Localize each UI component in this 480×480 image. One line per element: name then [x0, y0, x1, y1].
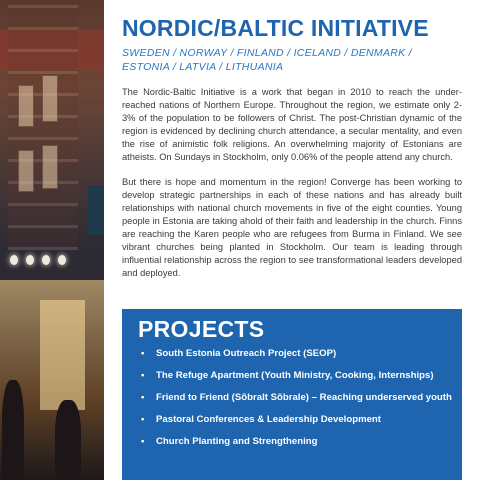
country-list	[122, 46, 462, 74]
country-list-line-1: SWEDEN / NORWAY / FINLAND / ICELAND / DENMARK /	[122, 47, 412, 59]
bullet-icon: •	[141, 392, 145, 403]
page-title: NORDIC/BALTIC INITIATIVE	[122, 15, 429, 41]
country-list-line-2: ESTONIA / LATVIA / LITHUANIA	[122, 61, 284, 73]
projects-heading: PROJECTS	[138, 316, 265, 342]
photo-person	[55, 400, 81, 480]
project-name: Church Planting and Strengthening	[156, 436, 318, 447]
photo-window	[18, 150, 34, 192]
project-name: The Refuge Apartment (Youth Ministry, Cooking, Internships)	[156, 370, 434, 381]
projects-panel	[122, 309, 462, 480]
street-photo	[0, 0, 104, 480]
photo-window	[42, 75, 58, 122]
photo-window	[42, 145, 58, 189]
projects-list	[136, 347, 456, 457]
photo-person	[2, 380, 24, 480]
list-item	[136, 391, 456, 404]
bullet-icon: •	[141, 436, 145, 447]
list-item	[136, 413, 456, 426]
photo-shop-window	[40, 300, 85, 410]
bullet-icon: •	[141, 414, 145, 425]
bullet-icon: •	[141, 348, 145, 359]
hope-paragraph: But there is hope and momentum in the region! Converge has been working to develop strategic partnerships in each of these nations and has already built relationships with national church movements in five of the eight counties. Young people in Estonia are taking ahold of their faith and leadership in the church. Finns are reaching the Karen people who are refugees from Burma in Finland. We see vibrant churches being planted in Stockholm. Our team is leading through influential relationship across the region to see transformational leaders developed and deployed.	[122, 177, 462, 278]
bullet-icon: •	[141, 370, 145, 381]
project-name: Pastoral Conferences & Leadership Development	[156, 414, 381, 425]
photo-lights	[6, 255, 100, 269]
project-name: South Estonia Outreach Project (SEOP)	[156, 348, 337, 359]
article	[122, 14, 462, 280]
list-item	[136, 435, 456, 448]
list-item	[136, 347, 456, 360]
list-item	[136, 369, 456, 382]
project-name: Friend to Friend (Sõbralt Sõbrale) – Reaching underserved youth	[156, 392, 452, 403]
photo-window	[18, 85, 34, 127]
photo-shop-sign	[88, 185, 104, 235]
intro-paragraph: The Nordic-Baltic Initiative is a work that began in 2010 to reach the under-reached nations of Northern Europe. Throughout the region, we estimate only 2-3% of the population to be followers of Christ. The post-Christian dynamic of the region is evidenced by declining church attendance, a secular mentality, and even the rise of animistic folk religions. An overwhelming majority of Estonians are atheists. On Sundays in Stockholm, only 0.06% of the people attend any church.	[122, 87, 462, 162]
